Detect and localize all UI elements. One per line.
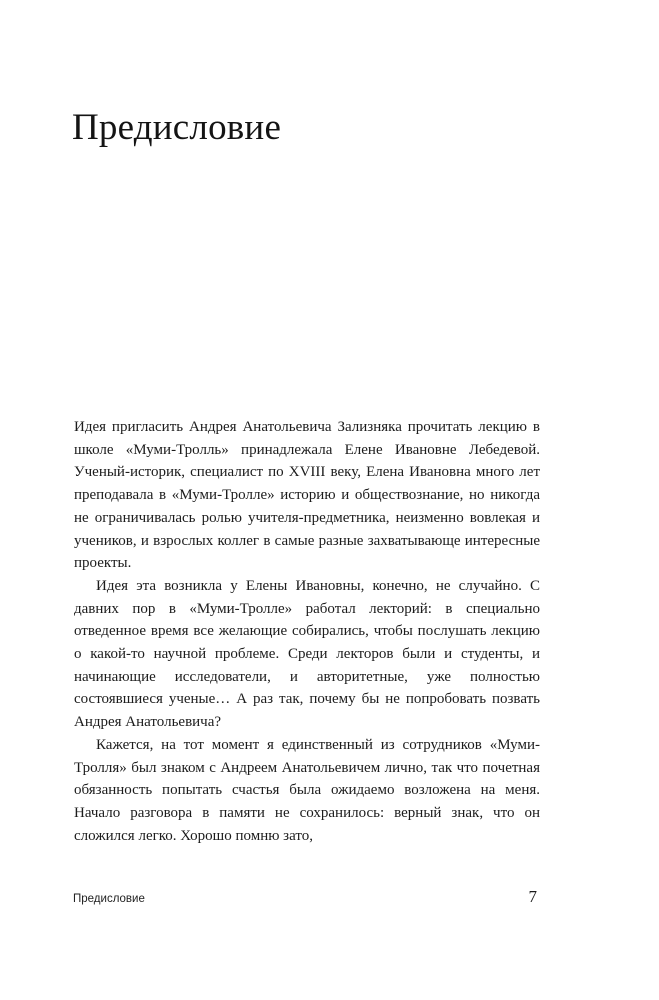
page-number: 7	[528, 887, 537, 906]
paragraph-3: Кажется, на тот момент я единственный из сотрудников «Муми-Тролля» был знаком с Андреем Анатольевичем лично, так что почетная обязанность попытать счастья была ожидаемо возложена на меня. Начало разговора в памяти не сохранилось: верный знак, что он сложился легко. Хорошо помню зато,	[74, 736, 540, 844]
page-title: Предисловие	[72, 107, 282, 148]
body-text	[74, 416, 540, 847]
paragraph-1: Идея пригласить Андрея Анатольевича Зализняка прочитать лекцию в школе «Муми-Тролль» принадлежала Елене Ивановне Лебедевой. Ученый-историк, специалист по XVIII веку, Елена Ивановна много лет преподавала в «Муми-Тролле» историю и обществознание, но никогда не ограничивалась ролью учителя-предметника, неизменно вовлекая и учеников, и взрослых коллег в самые разные захватывающе интересные проекты.	[74, 419, 540, 572]
running-footer-title: Предисловие	[73, 893, 145, 905]
paragraph-2: Идея эта возникла у Елены Ивановны, конечно, не случайно. С давних пор в «Муми-Тролле» работал лекторий: в специально отведенное время все желающие собирались, чтобы послушать лекцию о какой-то научной проблеме. Среди лекторов были и студенты, и начинающие исследователи, и авторитетные, уже полностью состоявшиеся ученые… А раз так, почему бы не попробовать позвать Андрея Анатольевича?	[74, 577, 540, 731]
